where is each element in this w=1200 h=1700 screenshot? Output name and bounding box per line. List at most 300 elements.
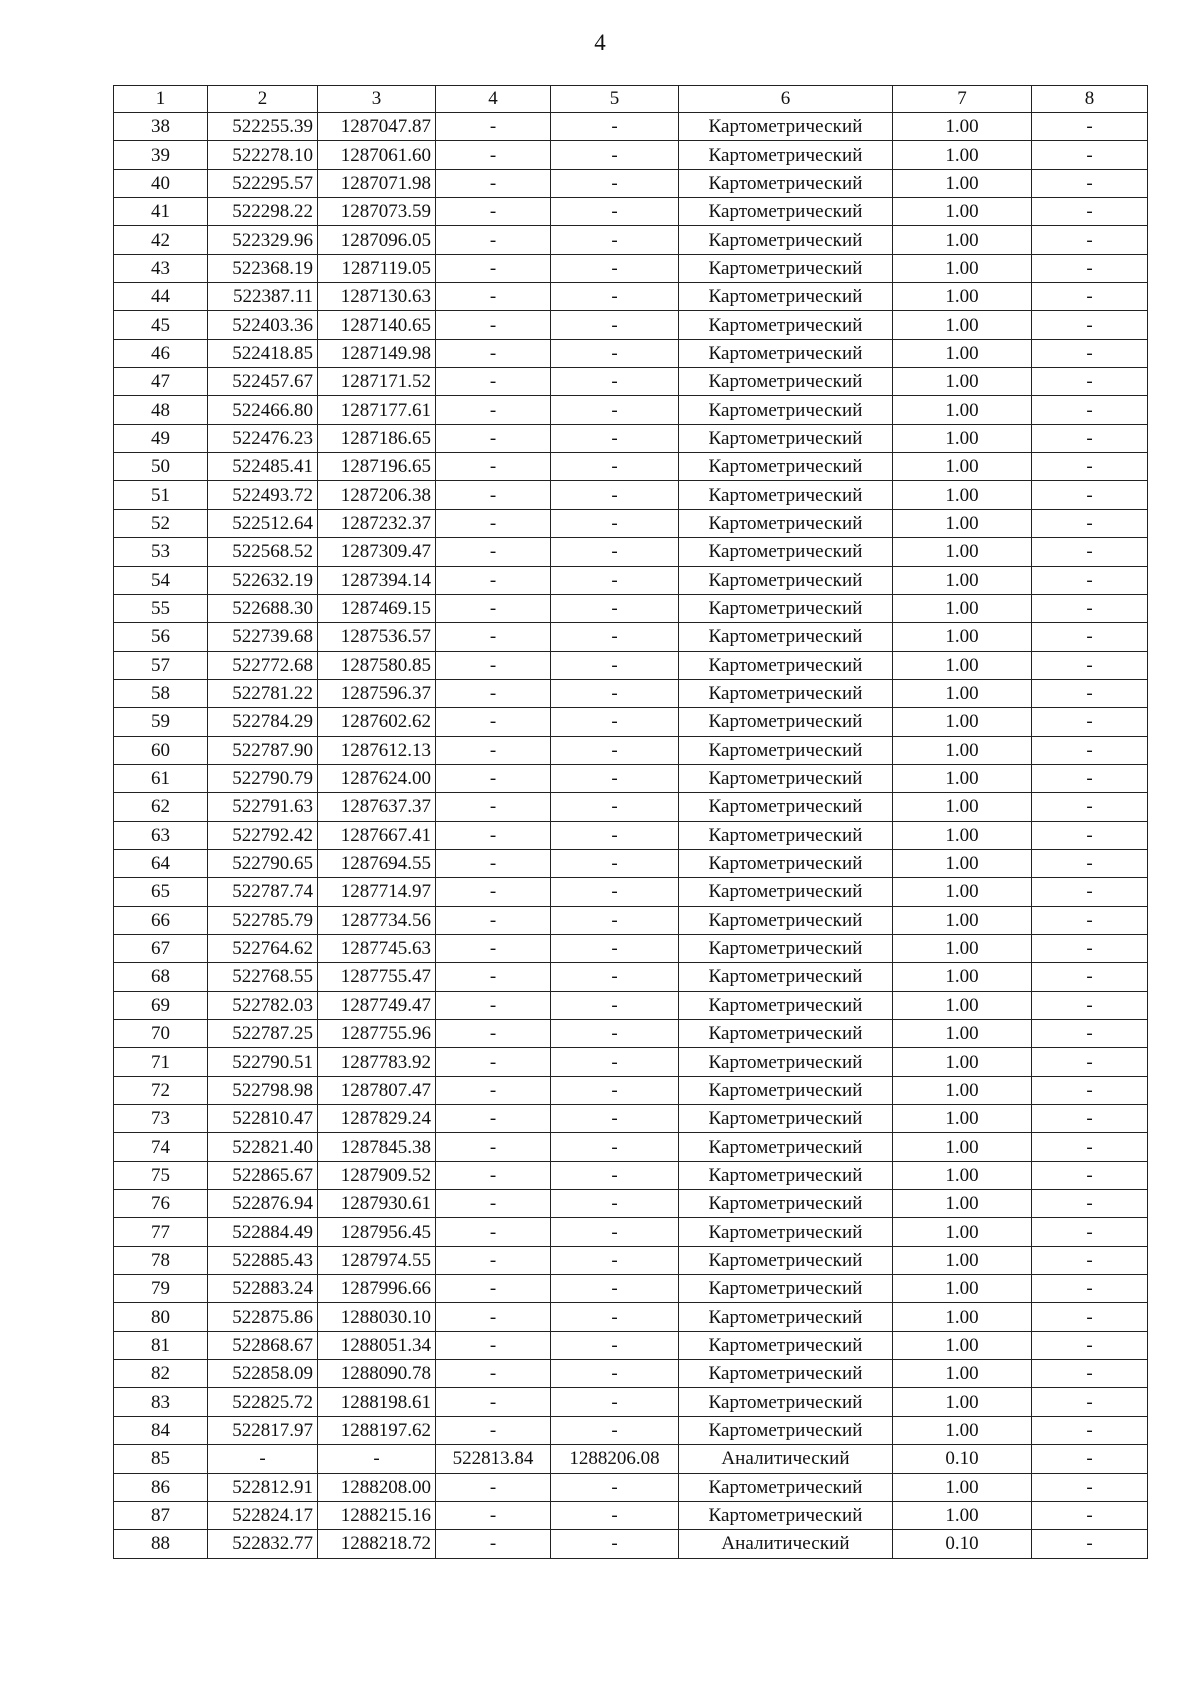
- method-cell: Картометрический: [679, 141, 893, 169]
- y-coordinate-alt-cell: -: [551, 1246, 679, 1274]
- y-coordinate-cell: 1287745.63: [318, 934, 436, 962]
- y-coordinate-alt-cell: -: [551, 1530, 679, 1558]
- note-cell: -: [1032, 339, 1148, 367]
- accuracy-cell: 1.00: [893, 1275, 1032, 1303]
- note-cell: -: [1032, 623, 1148, 651]
- x-coordinate-cell: 522787.90: [208, 736, 318, 764]
- x-coordinate-alt-cell: -: [436, 1218, 551, 1246]
- column-header-2: 2: [208, 86, 318, 113]
- accuracy-cell: 1.00: [893, 538, 1032, 566]
- table-row: [114, 594, 1148, 622]
- point-number-cell: 42: [114, 226, 208, 254]
- point-number-cell: 47: [114, 368, 208, 396]
- accuracy-cell: 1.00: [893, 764, 1032, 792]
- note-cell: -: [1032, 1530, 1148, 1558]
- y-coordinate-cell: 1287394.14: [318, 566, 436, 594]
- y-coordinate-cell: 1287755.96: [318, 1020, 436, 1048]
- y-coordinate-cell: 1287612.13: [318, 736, 436, 764]
- x-coordinate-alt-cell: -: [436, 254, 551, 282]
- note-cell: -: [1032, 906, 1148, 934]
- note-cell: -: [1032, 1190, 1148, 1218]
- column-header-4: 4: [436, 86, 551, 113]
- x-coordinate-alt-cell: -: [436, 849, 551, 877]
- accuracy-cell: 1.00: [893, 1501, 1032, 1529]
- point-number-cell: 79: [114, 1275, 208, 1303]
- point-number-cell: 78: [114, 1246, 208, 1274]
- x-coordinate-cell: 522865.67: [208, 1161, 318, 1189]
- method-cell: Картометрический: [679, 1360, 893, 1388]
- table-row: [114, 339, 1148, 367]
- table-row: [114, 1445, 1148, 1473]
- column-header-7: 7: [893, 86, 1032, 113]
- point-number-cell: 49: [114, 424, 208, 452]
- note-cell: -: [1032, 793, 1148, 821]
- method-cell: Картометрический: [679, 1501, 893, 1529]
- y-coordinate-cell: 1287930.61: [318, 1190, 436, 1218]
- point-number-cell: 52: [114, 509, 208, 537]
- note-cell: -: [1032, 963, 1148, 991]
- accuracy-cell: 1.00: [893, 368, 1032, 396]
- note-cell: -: [1032, 708, 1148, 736]
- method-cell: Картометрический: [679, 1133, 893, 1161]
- y-coordinate-alt-cell: -: [551, 1105, 679, 1133]
- note-cell: -: [1032, 1360, 1148, 1388]
- y-coordinate-alt-cell: -: [551, 1331, 679, 1359]
- x-coordinate-cell: 522824.17: [208, 1501, 318, 1529]
- y-coordinate-cell: 1288197.62: [318, 1416, 436, 1444]
- method-cell: Картометрический: [679, 453, 893, 481]
- x-coordinate-cell: 522403.36: [208, 311, 318, 339]
- table-row: [114, 1530, 1148, 1558]
- point-number-cell: 87: [114, 1501, 208, 1529]
- point-number-cell: 60: [114, 736, 208, 764]
- y-coordinate-cell: 1287624.00: [318, 764, 436, 792]
- x-coordinate-alt-cell: -: [436, 169, 551, 197]
- accuracy-cell: 1.00: [893, 339, 1032, 367]
- point-number-cell: 68: [114, 963, 208, 991]
- method-cell: Картометрический: [679, 368, 893, 396]
- x-coordinate-alt-cell: -: [436, 1105, 551, 1133]
- accuracy-cell: 1.00: [893, 594, 1032, 622]
- x-coordinate-alt-cell: -: [436, 113, 551, 141]
- table-row: [114, 481, 1148, 509]
- column-header-6: 6: [679, 86, 893, 113]
- point-number-cell: 85: [114, 1445, 208, 1473]
- point-number-cell: 82: [114, 1360, 208, 1388]
- y-coordinate-alt-cell: -: [551, 538, 679, 566]
- method-cell: Картометрический: [679, 1076, 893, 1104]
- table-row: [114, 1246, 1148, 1274]
- y-coordinate-alt-cell: -: [551, 849, 679, 877]
- y-coordinate-alt-cell: -: [551, 991, 679, 1019]
- note-cell: -: [1032, 1076, 1148, 1104]
- x-coordinate-alt-cell: -: [436, 481, 551, 509]
- method-cell: Картометрический: [679, 311, 893, 339]
- x-coordinate-alt-cell: -: [436, 424, 551, 452]
- table-row: [114, 764, 1148, 792]
- note-cell: -: [1032, 1246, 1148, 1274]
- x-coordinate-cell: 522568.52: [208, 538, 318, 566]
- method-cell: Картометрический: [679, 764, 893, 792]
- point-number-cell: 62: [114, 793, 208, 821]
- x-coordinate-alt-cell: -: [436, 339, 551, 367]
- point-number-cell: 69: [114, 991, 208, 1019]
- x-coordinate-alt-cell: -: [436, 1161, 551, 1189]
- point-number-cell: 51: [114, 481, 208, 509]
- y-coordinate-alt-cell: -: [551, 878, 679, 906]
- table-row: [114, 963, 1148, 991]
- accuracy-cell: 1.00: [893, 821, 1032, 849]
- y-coordinate-cell: 1287580.85: [318, 651, 436, 679]
- accuracy-cell: 1.00: [893, 1360, 1032, 1388]
- method-cell: Картометрический: [679, 963, 893, 991]
- x-coordinate-alt-cell: -: [436, 906, 551, 934]
- accuracy-cell: 1.00: [893, 1218, 1032, 1246]
- x-coordinate-cell: 522790.51: [208, 1048, 318, 1076]
- method-cell: Картометрический: [679, 849, 893, 877]
- x-coordinate-cell: 522883.24: [208, 1275, 318, 1303]
- y-coordinate-alt-cell: -: [551, 679, 679, 707]
- y-coordinate-cell: 1288208.00: [318, 1473, 436, 1501]
- accuracy-cell: 1.00: [893, 878, 1032, 906]
- note-cell: -: [1032, 764, 1148, 792]
- y-coordinate-alt-cell: -: [551, 226, 679, 254]
- y-coordinate-cell: 1287596.37: [318, 679, 436, 707]
- table-row: [114, 424, 1148, 452]
- x-coordinate-cell: 522764.62: [208, 934, 318, 962]
- method-cell: Картометрический: [679, 623, 893, 651]
- y-coordinate-cell: 1287206.38: [318, 481, 436, 509]
- method-cell: Картометрический: [679, 339, 893, 367]
- table-row: [114, 198, 1148, 226]
- x-coordinate-cell: 522768.55: [208, 963, 318, 991]
- method-cell: Картометрический: [679, 991, 893, 1019]
- y-coordinate-cell: 1287755.47: [318, 963, 436, 991]
- point-number-cell: 39: [114, 141, 208, 169]
- table-row: [114, 708, 1148, 736]
- method-cell: Картометрический: [679, 1331, 893, 1359]
- method-cell: Картометрический: [679, 1020, 893, 1048]
- accuracy-cell: 0.10: [893, 1445, 1032, 1473]
- y-coordinate-alt-cell: -: [551, 141, 679, 169]
- table-row: [114, 679, 1148, 707]
- accuracy-cell: 1.00: [893, 708, 1032, 736]
- method-cell: Картометрический: [679, 538, 893, 566]
- point-number-cell: 38: [114, 113, 208, 141]
- x-coordinate-alt-cell: -: [436, 1303, 551, 1331]
- accuracy-cell: 1.00: [893, 254, 1032, 282]
- table-row: [114, 906, 1148, 934]
- note-cell: -: [1032, 878, 1148, 906]
- accuracy-cell: 1.00: [893, 1020, 1032, 1048]
- point-number-cell: 41: [114, 198, 208, 226]
- note-cell: -: [1032, 1275, 1148, 1303]
- y-coordinate-cell: 1287309.47: [318, 538, 436, 566]
- y-coordinate-alt-cell: -: [551, 963, 679, 991]
- table-row: [114, 1416, 1148, 1444]
- y-coordinate-alt-cell: -: [551, 1275, 679, 1303]
- y-coordinate-cell: 1288215.16: [318, 1501, 436, 1529]
- x-coordinate-alt-cell: -: [436, 736, 551, 764]
- table-row: [114, 793, 1148, 821]
- y-coordinate-alt-cell: -: [551, 113, 679, 141]
- x-coordinate-cell: 522817.97: [208, 1416, 318, 1444]
- method-cell: Картометрический: [679, 254, 893, 282]
- y-coordinate-alt-cell: -: [551, 169, 679, 197]
- point-number-cell: 65: [114, 878, 208, 906]
- coordinates-table: [113, 85, 1148, 1559]
- table-row: [114, 169, 1148, 197]
- y-coordinate-cell: 1287149.98: [318, 339, 436, 367]
- x-coordinate-cell: 522485.41: [208, 453, 318, 481]
- y-coordinate-cell: 1288051.34: [318, 1331, 436, 1359]
- note-cell: -: [1032, 481, 1148, 509]
- x-coordinate-cell: 522476.23: [208, 424, 318, 452]
- point-number-cell: 58: [114, 679, 208, 707]
- y-coordinate-alt-cell: -: [551, 934, 679, 962]
- note-cell: -: [1032, 1388, 1148, 1416]
- accuracy-cell: 1.00: [893, 1105, 1032, 1133]
- x-coordinate-cell: 522790.65: [208, 849, 318, 877]
- y-coordinate-cell: 1287186.65: [318, 424, 436, 452]
- x-coordinate-alt-cell: -: [436, 594, 551, 622]
- x-coordinate-alt-cell: -: [436, 1048, 551, 1076]
- y-coordinate-cell: 1287232.37: [318, 509, 436, 537]
- table-row: [114, 1388, 1148, 1416]
- x-coordinate-alt-cell: -: [436, 1530, 551, 1558]
- table-row: [114, 566, 1148, 594]
- x-coordinate-alt-cell: -: [436, 198, 551, 226]
- point-number-cell: 40: [114, 169, 208, 197]
- x-coordinate-cell: 522387.11: [208, 283, 318, 311]
- x-coordinate-cell: -: [208, 1445, 318, 1473]
- note-cell: -: [1032, 1501, 1148, 1529]
- point-number-cell: 50: [114, 453, 208, 481]
- x-coordinate-cell: 522785.79: [208, 906, 318, 934]
- y-coordinate-cell: 1287602.62: [318, 708, 436, 736]
- x-coordinate-cell: 522632.19: [208, 566, 318, 594]
- y-coordinate-cell: 1287536.57: [318, 623, 436, 651]
- note-cell: -: [1032, 1133, 1148, 1161]
- method-cell: Картометрический: [679, 1105, 893, 1133]
- note-cell: -: [1032, 283, 1148, 311]
- method-cell: Картометрический: [679, 509, 893, 537]
- y-coordinate-alt-cell: -: [551, 566, 679, 594]
- table-row: [114, 396, 1148, 424]
- method-cell: Картометрический: [679, 1275, 893, 1303]
- y-coordinate-cell: 1287956.45: [318, 1218, 436, 1246]
- point-number-cell: 73: [114, 1105, 208, 1133]
- y-coordinate-alt-cell: -: [551, 1501, 679, 1529]
- y-coordinate-cell: 1287637.37: [318, 793, 436, 821]
- method-cell: Аналитический: [679, 1445, 893, 1473]
- point-number-cell: 74: [114, 1133, 208, 1161]
- x-coordinate-alt-cell: -: [436, 226, 551, 254]
- y-coordinate-alt-cell: -: [551, 708, 679, 736]
- accuracy-cell: 1.00: [893, 849, 1032, 877]
- x-coordinate-alt-cell: -: [436, 141, 551, 169]
- table-row: [114, 453, 1148, 481]
- y-coordinate-cell: 1288090.78: [318, 1360, 436, 1388]
- x-coordinate-cell: 522875.86: [208, 1303, 318, 1331]
- x-coordinate-alt-cell: -: [436, 396, 551, 424]
- x-coordinate-cell: 522739.68: [208, 623, 318, 651]
- x-coordinate-cell: 522688.30: [208, 594, 318, 622]
- y-coordinate-alt-cell: -: [551, 821, 679, 849]
- method-cell: Картометрический: [679, 708, 893, 736]
- note-cell: -: [1032, 226, 1148, 254]
- accuracy-cell: 1.00: [893, 1190, 1032, 1218]
- y-coordinate-alt-cell: -: [551, 1161, 679, 1189]
- method-cell: Картометрический: [679, 594, 893, 622]
- y-coordinate-alt-cell: -: [551, 1048, 679, 1076]
- accuracy-cell: 1.00: [893, 169, 1032, 197]
- y-coordinate-cell: 1287140.65: [318, 311, 436, 339]
- y-coordinate-alt-cell: -: [551, 396, 679, 424]
- y-coordinate-alt-cell: -: [551, 1020, 679, 1048]
- table-row: [114, 623, 1148, 651]
- accuracy-cell: 1.00: [893, 311, 1032, 339]
- method-cell: Картометрический: [679, 113, 893, 141]
- method-cell: Картометрический: [679, 906, 893, 934]
- x-coordinate-alt-cell: -: [436, 311, 551, 339]
- x-coordinate-cell: 522885.43: [208, 1246, 318, 1274]
- x-coordinate-cell: 522787.74: [208, 878, 318, 906]
- method-cell: Картометрический: [679, 1048, 893, 1076]
- y-coordinate-cell: 1287071.98: [318, 169, 436, 197]
- method-cell: Картометрический: [679, 1161, 893, 1189]
- accuracy-cell: 1.00: [893, 396, 1032, 424]
- note-cell: -: [1032, 538, 1148, 566]
- table-row: [114, 1360, 1148, 1388]
- y-coordinate-cell: 1287047.87: [318, 113, 436, 141]
- table-row: [114, 1501, 1148, 1529]
- point-number-cell: 86: [114, 1473, 208, 1501]
- x-coordinate-alt-cell: -: [436, 1246, 551, 1274]
- accuracy-cell: 1.00: [893, 934, 1032, 962]
- y-coordinate-cell: 1288198.61: [318, 1388, 436, 1416]
- point-number-cell: 57: [114, 651, 208, 679]
- table-row: [114, 651, 1148, 679]
- point-number-cell: 59: [114, 708, 208, 736]
- table-row: [114, 113, 1148, 141]
- y-coordinate-alt-cell: -: [551, 1303, 679, 1331]
- x-coordinate-alt-cell: -: [436, 283, 551, 311]
- note-cell: -: [1032, 1161, 1148, 1189]
- y-coordinate-cell: 1287845.38: [318, 1133, 436, 1161]
- y-coordinate-alt-cell: -: [551, 1076, 679, 1104]
- accuracy-cell: 1.00: [893, 679, 1032, 707]
- note-cell: -: [1032, 509, 1148, 537]
- column-header-1: 1: [114, 86, 208, 113]
- y-coordinate-alt-cell: -: [551, 1218, 679, 1246]
- y-coordinate-alt-cell: -: [551, 1416, 679, 1444]
- x-coordinate-cell: 522821.40: [208, 1133, 318, 1161]
- x-coordinate-cell: 522278.10: [208, 141, 318, 169]
- x-coordinate-alt-cell: -: [436, 934, 551, 962]
- accuracy-cell: 1.00: [893, 226, 1032, 254]
- y-coordinate-cell: 1287130.63: [318, 283, 436, 311]
- note-cell: -: [1032, 1218, 1148, 1246]
- table-row: [114, 1076, 1148, 1104]
- x-coordinate-alt-cell: -: [436, 1275, 551, 1303]
- method-cell: Картометрический: [679, 1218, 893, 1246]
- table-row: [114, 1161, 1148, 1189]
- table-row: [114, 1303, 1148, 1331]
- accuracy-cell: 1.00: [893, 793, 1032, 821]
- column-header-5: 5: [551, 86, 679, 113]
- x-coordinate-alt-cell: -: [436, 821, 551, 849]
- x-coordinate-cell: 522772.68: [208, 651, 318, 679]
- table-row: [114, 1190, 1148, 1218]
- page-number: 4: [594, 30, 606, 55]
- table-row: [114, 1275, 1148, 1303]
- y-coordinate-alt-cell: -: [551, 623, 679, 651]
- accuracy-cell: 1.00: [893, 1416, 1032, 1444]
- y-coordinate-alt-cell: -: [551, 368, 679, 396]
- y-coordinate-alt-cell: -: [551, 311, 679, 339]
- note-cell: -: [1032, 453, 1148, 481]
- x-coordinate-alt-cell: -: [436, 1388, 551, 1416]
- y-coordinate-alt-cell: -: [551, 339, 679, 367]
- method-cell: Картометрический: [679, 198, 893, 226]
- y-coordinate-alt-cell: -: [551, 198, 679, 226]
- x-coordinate-cell: 522418.85: [208, 339, 318, 367]
- x-coordinate-alt-cell: -: [436, 453, 551, 481]
- y-coordinate-cell: 1287061.60: [318, 141, 436, 169]
- x-coordinate-alt-cell: -: [436, 368, 551, 396]
- x-coordinate-alt-cell: -: [436, 793, 551, 821]
- accuracy-cell: 1.00: [893, 1246, 1032, 1274]
- table-header-row: [114, 86, 1148, 113]
- method-cell: Картометрический: [679, 1388, 893, 1416]
- point-number-cell: 71: [114, 1048, 208, 1076]
- y-coordinate-cell: 1287974.55: [318, 1246, 436, 1274]
- table-row: [114, 1331, 1148, 1359]
- x-coordinate-cell: 522792.42: [208, 821, 318, 849]
- x-coordinate-alt-cell: -: [436, 764, 551, 792]
- table-row: [114, 934, 1148, 962]
- table-row: [114, 368, 1148, 396]
- accuracy-cell: 1.00: [893, 198, 1032, 226]
- x-coordinate-cell: 522832.77: [208, 1530, 318, 1558]
- method-cell: Картометрический: [679, 1473, 893, 1501]
- table-row: [114, 283, 1148, 311]
- method-cell: Картометрический: [679, 1416, 893, 1444]
- x-coordinate-alt-cell: -: [436, 538, 551, 566]
- accuracy-cell: 1.00: [893, 1331, 1032, 1359]
- note-cell: -: [1032, 1445, 1148, 1473]
- y-coordinate-cell: 1287996.66: [318, 1275, 436, 1303]
- accuracy-cell: 1.00: [893, 509, 1032, 537]
- y-coordinate-cell: 1287119.05: [318, 254, 436, 282]
- method-cell: Картометрический: [679, 1246, 893, 1274]
- accuracy-cell: 1.00: [893, 906, 1032, 934]
- point-number-cell: 55: [114, 594, 208, 622]
- accuracy-cell: 1.00: [893, 1076, 1032, 1104]
- y-coordinate-alt-cell: -: [551, 594, 679, 622]
- y-coordinate-cell: 1287734.56: [318, 906, 436, 934]
- method-cell: Картометрический: [679, 878, 893, 906]
- method-cell: Картометрический: [679, 169, 893, 197]
- y-coordinate-alt-cell: -: [551, 254, 679, 282]
- x-coordinate-cell: 522255.39: [208, 113, 318, 141]
- point-number-cell: 53: [114, 538, 208, 566]
- point-number-cell: 46: [114, 339, 208, 367]
- method-cell: Картометрический: [679, 566, 893, 594]
- note-cell: -: [1032, 198, 1148, 226]
- y-coordinate-cell: 1287667.41: [318, 821, 436, 849]
